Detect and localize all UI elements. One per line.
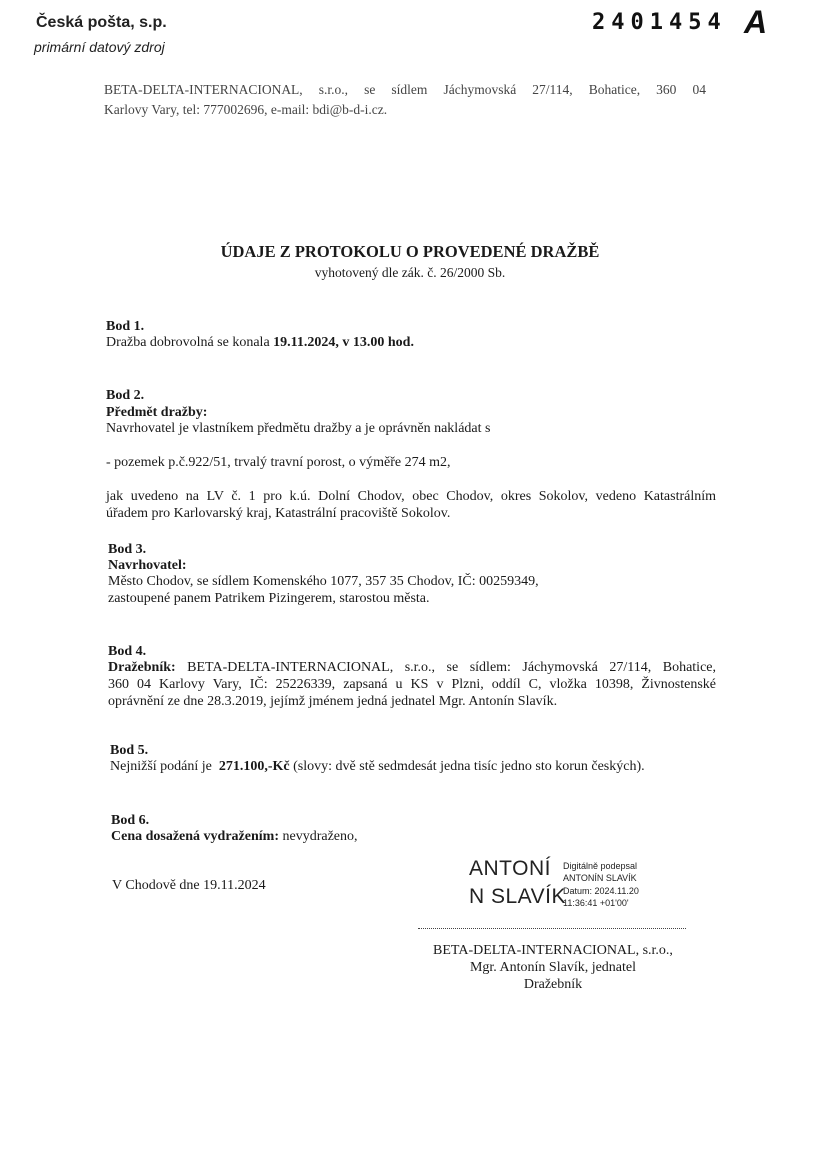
digital-signature-info-3: Datum: 2024.11.20 xyxy=(563,886,639,896)
bod-5-text-before: Nejnižší podání je xyxy=(110,759,212,774)
bod-6-heading: Cena dosažená vydražením: xyxy=(111,829,279,844)
digital-signature-name-line-2: N SLAVÍK xyxy=(469,885,566,908)
bod-1-label: Bod 1. xyxy=(106,319,145,334)
bod-4-line-1-text: BETA-DELTA-INTERNACIONAL, s.r.o., se sídlem: Jáchymovská 27/114, Bohatice, xyxy=(187,660,716,675)
bod-3-heading: Navrhovatel: xyxy=(108,558,187,573)
bod-6-label: Bod 6. xyxy=(111,813,150,828)
document-subtitle: vyhotovený dle zák. č. 26/2000 Sb. xyxy=(314,265,506,280)
post-stamp-subtitle: primární datový zdroj xyxy=(34,39,165,55)
digital-signature-info-2: ANTONÍN SLAVÍK xyxy=(563,873,637,883)
bod-1-text xyxy=(106,335,414,351)
signatory-role: Dražebník xyxy=(523,977,583,992)
signature-dotted-line xyxy=(418,928,686,929)
bod-3-label: Bod 3. xyxy=(108,542,147,557)
bod-1-date-time: 19.11.2024, v 13.00 hod. xyxy=(273,335,414,350)
document-number: 2401454 xyxy=(592,10,727,35)
signatory-company: BETA-DELTA-INTERNACIONAL, s.r.o., xyxy=(433,943,673,958)
letterhead-line-2: Karlovy Vary, tel: 777002696, e-mail: bdi@b-d-i.cz. xyxy=(104,102,388,117)
bod-4-line-3: oprávnění ze dne 28.3.2019, jejímž jménem jedná jednatel Mgr. Antonín Slavík. xyxy=(108,694,558,709)
bod-5-label: Bod 5. xyxy=(110,743,149,758)
bod-4-line-1 xyxy=(108,660,716,676)
bod-2-intro: Navrhovatel je vlastníkem předmětu dražby a je oprávněn nakládat s xyxy=(106,421,491,436)
bod-4-line-2: 360 04 Karlovy Vary, IČ: 25226339, zapsaná u KS v Plzni, oddíl C, vložka 10398, Živnostenské xyxy=(108,677,716,692)
place-and-date: V Chodově dne 19.11.2024 xyxy=(112,878,266,893)
bod-5-amount: 271.100,-Kč xyxy=(218,759,290,774)
document-title: ÚDAJE Z PROTOKOLU O PROVEDENÉ DRAŽBĚ xyxy=(220,242,600,261)
bod-2-label: Bod 2. xyxy=(106,388,145,403)
bod-3-line-1: Město Chodov, se sídlem Komenského 1077, 357 35 Chodov, IČ: 00259349, xyxy=(108,574,539,589)
letterhead-line-1: BETA-DELTA-INTERNACIONAL, s.r.o., se sídlem Jáchymovská 27/114, Bohatice, 360 04 xyxy=(104,82,706,97)
bod-4-label: Bod 4. xyxy=(108,644,147,659)
digital-signature-name-line-1: ANTONÍ xyxy=(469,857,551,880)
bod-3-line-2: zastoupené panem Patrikem Pizingerem, starostou města. xyxy=(108,591,430,606)
bod-2-location-line-2: úřadem pro Karlovarský kraj, Katastrální pracoviště Sokolov. xyxy=(106,506,451,521)
bod-2-item: - pozemek p.č.922/51, trvalý travní porost, o výměře 274 m2, xyxy=(106,455,451,470)
bod-6-value: nevydraženo, xyxy=(282,829,358,844)
digital-signature-info-4: 11:36:41 +01'00' xyxy=(563,898,629,908)
signatory-person: Mgr. Antonín Slavík, jednatel xyxy=(469,960,637,975)
bod-4-heading: Dražebník: xyxy=(108,660,176,675)
bod-5-text xyxy=(110,759,645,775)
bod-1-sentence: Dražba dobrovolná se konala xyxy=(106,335,270,350)
post-stamp-title: Česká pošta, s.p. xyxy=(36,14,167,31)
bod-5-text-after: (slovy: dvě stě sedmdesát jedna tisíc jedno sto korun českých). xyxy=(293,759,645,774)
bod-6-line xyxy=(111,829,358,845)
digital-signature-info-1: Digitálně podepsal xyxy=(563,861,638,871)
document-suffix: A xyxy=(744,4,768,40)
bod-2-location-line-1: jak uvedeno na LV č. 1 pro k.ú. Dolní Chodov, obec Chodov, okres Sokolov, vedeno Katastrálním xyxy=(106,489,716,504)
bod-2-heading: Předmět dražby: xyxy=(106,405,208,420)
